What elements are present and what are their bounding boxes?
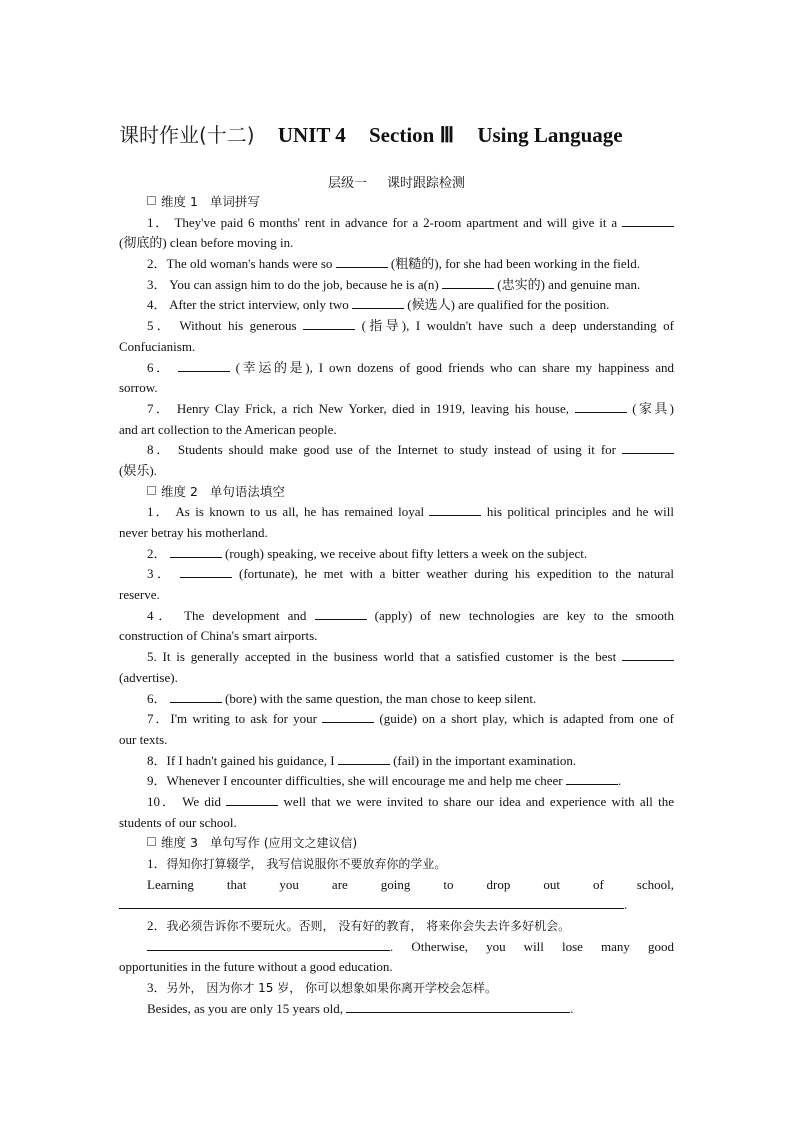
question <box>119 709 674 730</box>
question-number: 1． <box>147 856 167 871</box>
answer-blank[interactable] <box>352 295 404 309</box>
question-number: 6． <box>147 359 172 375</box>
question-text: our texts. <box>119 731 168 747</box>
question-text: never betray his motherland. <box>119 525 268 540</box>
question-number: 7． <box>147 711 171 727</box>
question-text: construction of China's smart airports. <box>119 628 318 644</box>
question-text: (粗糙的), for she had been working in the field. <box>390 256 641 272</box>
question-text: sorrow. <box>119 380 158 396</box>
answer-blank[interactable] <box>180 564 232 578</box>
question <box>119 792 674 813</box>
question <box>119 254 674 275</box>
question-number: 1． <box>147 504 171 520</box>
question-cont <box>119 585 674 606</box>
question-text: Students should make good use of the Internet to study instead of using it for <box>177 442 617 458</box>
answer-blank[interactable] <box>346 999 570 1013</box>
question-text: Learning that you are going to drop out of school, <box>147 876 674 892</box>
question-text: (rough) speaking, we receive about fifty letters a week on the subject. <box>225 545 588 561</box>
question-text: and art collection to the American people. <box>119 421 337 437</box>
question <box>119 295 674 316</box>
level-label: 层级一 <box>327 176 367 191</box>
title-cn: 课时作业(十二) <box>119 123 255 147</box>
exercise-body <box>119 192 674 1020</box>
question-number: 4． <box>147 607 177 623</box>
question-text: I'm writing to ask for your <box>170 711 318 727</box>
question-cont <box>119 730 674 751</box>
question-text: opportunities in the future without a good education. <box>119 959 393 975</box>
answer-blank[interactable] <box>338 751 390 765</box>
question <box>119 544 674 565</box>
question-text: (fail) in the important examination. <box>393 752 577 768</box>
question <box>119 771 674 792</box>
answer-blank[interactable] <box>575 399 627 413</box>
question-prompt <box>119 854 674 875</box>
question <box>119 502 674 523</box>
answer-blank[interactable] <box>170 544 222 558</box>
question-number: 10． <box>147 793 178 809</box>
title-unit: UNIT 4 <box>277 123 346 147</box>
question-text: They've paid 6 months' rent in advance for a 2-room apartment and will give it a <box>174 214 618 230</box>
question-number: 9． <box>147 773 167 789</box>
question <box>119 358 674 379</box>
question-cont <box>119 523 674 544</box>
answer-blank[interactable] <box>119 895 624 909</box>
question-cn: 得知你打算辍学， 我写信说服你不要放弃你的学业。 <box>166 857 447 871</box>
answer-blank[interactable] <box>336 254 388 268</box>
question-text: (娱乐). <box>119 462 157 478</box>
question-number: 2． <box>147 256 167 272</box>
page-title <box>119 121 679 149</box>
section-label: 维度 2 <box>161 483 198 499</box>
question-number: 6． <box>147 690 167 706</box>
question-text: (彻底的) clean before moving in. <box>119 235 294 251</box>
question-text: . <box>624 897 628 913</box>
question-text: reserve. <box>119 587 160 603</box>
question-text: . <box>617 773 622 789</box>
question-text: . Otherwise, you will lose many good <box>390 938 674 954</box>
checkbox-icon <box>147 196 156 205</box>
question-cont <box>119 233 674 254</box>
question-text: After the strict interview, only two <box>169 297 349 313</box>
answer-blank[interactable] <box>429 502 481 516</box>
answer-blank[interactable] <box>178 358 230 372</box>
question <box>119 564 674 585</box>
question-answer-cont <box>119 957 674 978</box>
question-text: well that we were invited to share our idea and experience with all the <box>283 793 675 809</box>
answer-blank[interactable] <box>322 709 374 723</box>
checkbox-icon <box>147 837 156 846</box>
question-text: his political principles and he will <box>486 504 674 520</box>
question-cn: 另外， 因为你才 15 岁， 你可以想象如果你离开学校会怎样。 <box>166 981 498 996</box>
question <box>119 606 674 627</box>
question-text: Henry Clay Frick, a rich New Yorker, died in 1919, leaving his house, <box>176 400 570 416</box>
answer-blank[interactable] <box>622 440 674 454</box>
question <box>119 213 674 234</box>
level-heading <box>0 174 793 194</box>
section-name: 单句写作 <box>209 835 260 851</box>
section-label: 维度 1 <box>161 194 198 209</box>
question <box>119 316 674 337</box>
title-section: Section Ⅲ <box>369 123 455 147</box>
question-text: Besides, as you are only 15 years old, <box>147 1000 344 1016</box>
question-text: (指导), I wouldn't have such a deep understanding of <box>361 318 675 334</box>
question-number: 3． <box>147 276 167 292</box>
section-heading <box>119 833 674 854</box>
answer-blank[interactable] <box>442 275 494 289</box>
question-prompt <box>119 978 674 999</box>
answer-blank[interactable] <box>622 213 674 227</box>
section-name: 单句语法填空 <box>209 483 285 499</box>
question-text: You can assign him to do the job, because he is a(n) <box>169 276 439 292</box>
question-number: 4． <box>147 297 167 313</box>
question-cont <box>119 461 674 482</box>
question <box>119 399 674 420</box>
question-answer <box>119 937 674 958</box>
question-number: 5. <box>147 649 157 665</box>
question-text: (幸运的是), I own dozens of good friends who can share my happiness and <box>235 359 675 375</box>
section-name: 单词拼写 <box>209 194 260 209</box>
question-text: The development and <box>184 607 307 623</box>
question-text: We did <box>182 793 221 809</box>
checkbox-icon <box>147 486 156 495</box>
question-answer <box>119 875 674 896</box>
question-text: (忠实的) and genuine man. <box>497 276 641 292</box>
answer-blank[interactable] <box>566 771 618 785</box>
question-text: If I hadn't gained his guidance, I <box>166 752 335 768</box>
section-heading <box>119 482 674 503</box>
question-cont <box>119 337 674 358</box>
question-text: students of our school. <box>119 814 237 830</box>
question-cont <box>119 813 674 834</box>
question-number: 5． <box>147 318 174 334</box>
answer-blank[interactable] <box>315 606 367 620</box>
section-heading <box>119 192 674 213</box>
question-text: . <box>570 1000 574 1016</box>
question-cn: 我必须告诉你不要玩火。否则， 没有好的教育， 将来你会失去许多好机会。 <box>166 919 571 934</box>
question-text: Whenever I encounter difficulties, she will encourage me and help me cheer <box>166 773 563 789</box>
question-cont <box>119 668 674 689</box>
question-text: Confucianism. <box>119 338 196 354</box>
question-number: 8． <box>147 752 167 768</box>
answer-blank[interactable] <box>147 937 390 951</box>
question-text: The old woman's hands were so <box>166 256 333 272</box>
question <box>119 751 674 772</box>
question-answer <box>119 999 674 1020</box>
question-prompt <box>119 916 674 937</box>
question-text: (家具) <box>632 400 675 416</box>
question-number: 1． <box>147 214 170 230</box>
question-cont <box>119 626 674 647</box>
question-cont <box>119 378 674 399</box>
question-text: (guide) on a short play, which is adapted from one of <box>379 711 674 727</box>
question <box>119 689 674 710</box>
question-number: 7． <box>147 400 172 416</box>
question-number: 2． <box>147 918 167 934</box>
title-topic: Using Language <box>477 123 623 147</box>
question-text: Without his generous <box>179 318 297 334</box>
question-text: (bore) with the same question, the man chose to keep silent. <box>225 690 537 706</box>
question-number: 3． <box>147 980 167 996</box>
question-number: 3． <box>147 566 174 582</box>
question-text: As is known to us all, he has remained loyal <box>175 504 425 520</box>
question-text: (fortunate), he met with a bitter weather during his expedition to the natural <box>238 566 675 582</box>
question-number: 8． <box>147 442 172 458</box>
question-cont <box>119 420 674 441</box>
answer-blank[interactable] <box>303 316 355 330</box>
question <box>119 275 674 296</box>
question-text: (候选人) are qualified for the position. <box>407 297 610 313</box>
question-text: (apply) of new technologies are key to the smooth <box>374 607 675 623</box>
answer-blank[interactable] <box>226 792 278 806</box>
question-text: It is generally accepted in the business world that a satisfied customer is the best <box>162 649 617 665</box>
section-note: (应用文之建议信) <box>263 836 358 851</box>
question-answer-cont <box>119 895 674 916</box>
question-number: 2． <box>147 545 167 561</box>
section-label: 维度 3 <box>161 835 198 851</box>
question <box>119 440 674 461</box>
answer-blank[interactable] <box>170 689 222 703</box>
question <box>119 647 674 668</box>
question-text: (advertise). <box>119 669 178 685</box>
level-name: 课时跟踪检测 <box>387 176 466 191</box>
answer-blank[interactable] <box>622 647 674 661</box>
